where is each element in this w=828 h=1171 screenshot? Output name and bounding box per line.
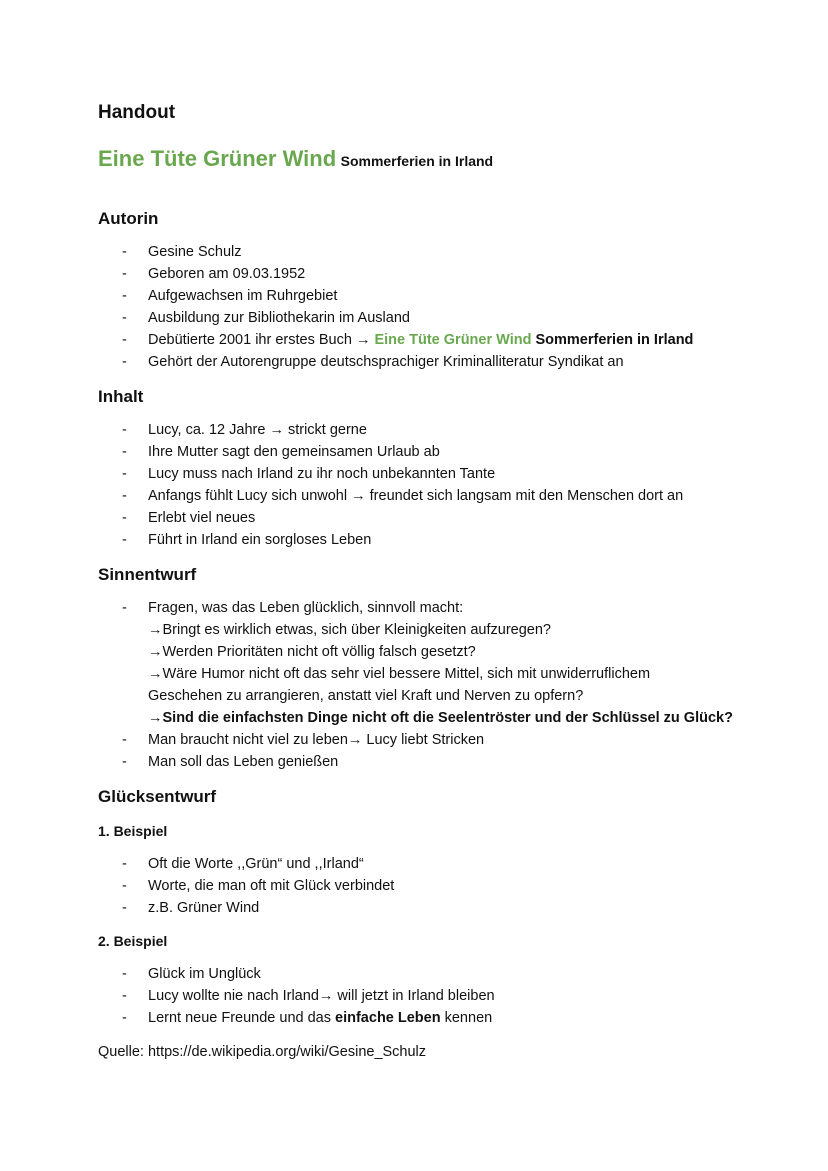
beispiel-2-list (98, 963, 788, 1029)
list-item: - Oft die Worte ,,Grün“ und ,,Irland“ (98, 853, 788, 875)
list-item: - Worte, die man oft mit Glück verbindet (98, 875, 788, 897)
list-item-questions (98, 597, 788, 729)
book-subtitle: Sommerferien in Irland (340, 153, 494, 169)
debut-text: Debütierte 2001 ihr erstes Buch → (148, 332, 375, 348)
list-item: - Lucy muss nach Irland zu ihr noch unbekannten Tante (98, 463, 788, 485)
list-item: - Aufgewachsen im Ruhrgebiet (98, 285, 788, 307)
sinnentwurf-list (98, 597, 788, 773)
list-item-einfache-leben (98, 1007, 788, 1029)
section-heading-gluecksentwurf: Glücksentwurf (98, 787, 217, 806)
beispiel-1-list (98, 853, 788, 919)
section-heading-autorin: Autorin (98, 209, 159, 228)
list-item: - Glück im Unglück (98, 963, 788, 985)
inhalt-list (98, 419, 788, 551)
question-line: Geschehen zu arrangieren, anstatt viel Kraft und Nerven zu opfern? (148, 688, 584, 704)
question-line-bold: →Sind die einfachsten Dinge nicht oft die Seelentröster und der Schlüssel zu Glück? (148, 710, 733, 726)
debut-book-subtitle: Sommerferien in Irland (531, 332, 694, 348)
debut-book-title: Eine Tüte Grüner Wind (374, 332, 532, 348)
section-heading-sinnentwurf: Sinnentwurf (98, 565, 197, 584)
list-item: - Ihre Mutter sagt den gemeinsamen Urlaub ab (98, 441, 788, 463)
text-bold: einfache Leben (335, 1010, 441, 1026)
list-item: - Gehört der Autorengruppe deutschsprachiger Kriminalliteratur Syndikat an (98, 351, 788, 373)
questions-intro: - Fragen, was das Leben glücklich, sinnvoll macht: (148, 600, 464, 616)
document-content (98, 100, 788, 1063)
list-item: - Lucy wollte nie nach Irland→ will jetzt in Irland bleiben (98, 985, 788, 1007)
list-item: - Führt in Irland ein sorgloses Leben (98, 529, 788, 551)
list-item: - Lucy, ca. 12 Jahre → strickt gerne (98, 419, 788, 441)
source-citation: Quelle: https://de.wikipedia.org/wiki/Gesine_Schulz (98, 1044, 427, 1060)
list-item: - Ausbildung zur Bibliothekarin im Ausland (98, 307, 788, 329)
text-prefix: Lernt neue Freunde und das (148, 1010, 336, 1026)
list-item-debut (98, 329, 788, 351)
document-title (98, 144, 788, 177)
list-item: - Anfangs fühlt Lucy sich unwohl → freundet sich langsam mit den Menschen dort an (98, 485, 788, 507)
list-item: - Man braucht nicht viel zu leben→ Lucy liebt Stricken (98, 729, 788, 751)
list-item: - Gesine Schulz (98, 241, 788, 263)
subheading-beispiel-1: 1. Beispiel (98, 823, 168, 839)
section-heading-inhalt: Inhalt (98, 387, 144, 406)
question-line: →Bringt es wirklich etwas, sich über Kleinigkeiten aufzuregen? (148, 622, 551, 638)
handout-label: Handout (98, 102, 176, 123)
text-suffix: kennen (440, 1010, 493, 1026)
autorin-list (98, 241, 788, 373)
subheading-beispiel-2: 2. Beispiel (98, 933, 168, 949)
question-line: →Werden Prioritäten nicht oft völlig falsch gesetzt? (148, 644, 476, 660)
list-item: - Erlebt viel neues (98, 507, 788, 529)
list-item: - Man soll das Leben genießen (98, 751, 788, 773)
question-line: →Wäre Humor nicht oft das sehr viel bessere Mittel, sich mit unwiderruflichem (148, 666, 651, 682)
book-title: Eine Tüte Grüner Wind (98, 146, 337, 171)
list-item: - Geboren am 09.03.1952 (98, 263, 788, 285)
list-item: - z.B. Grüner Wind (98, 897, 788, 919)
